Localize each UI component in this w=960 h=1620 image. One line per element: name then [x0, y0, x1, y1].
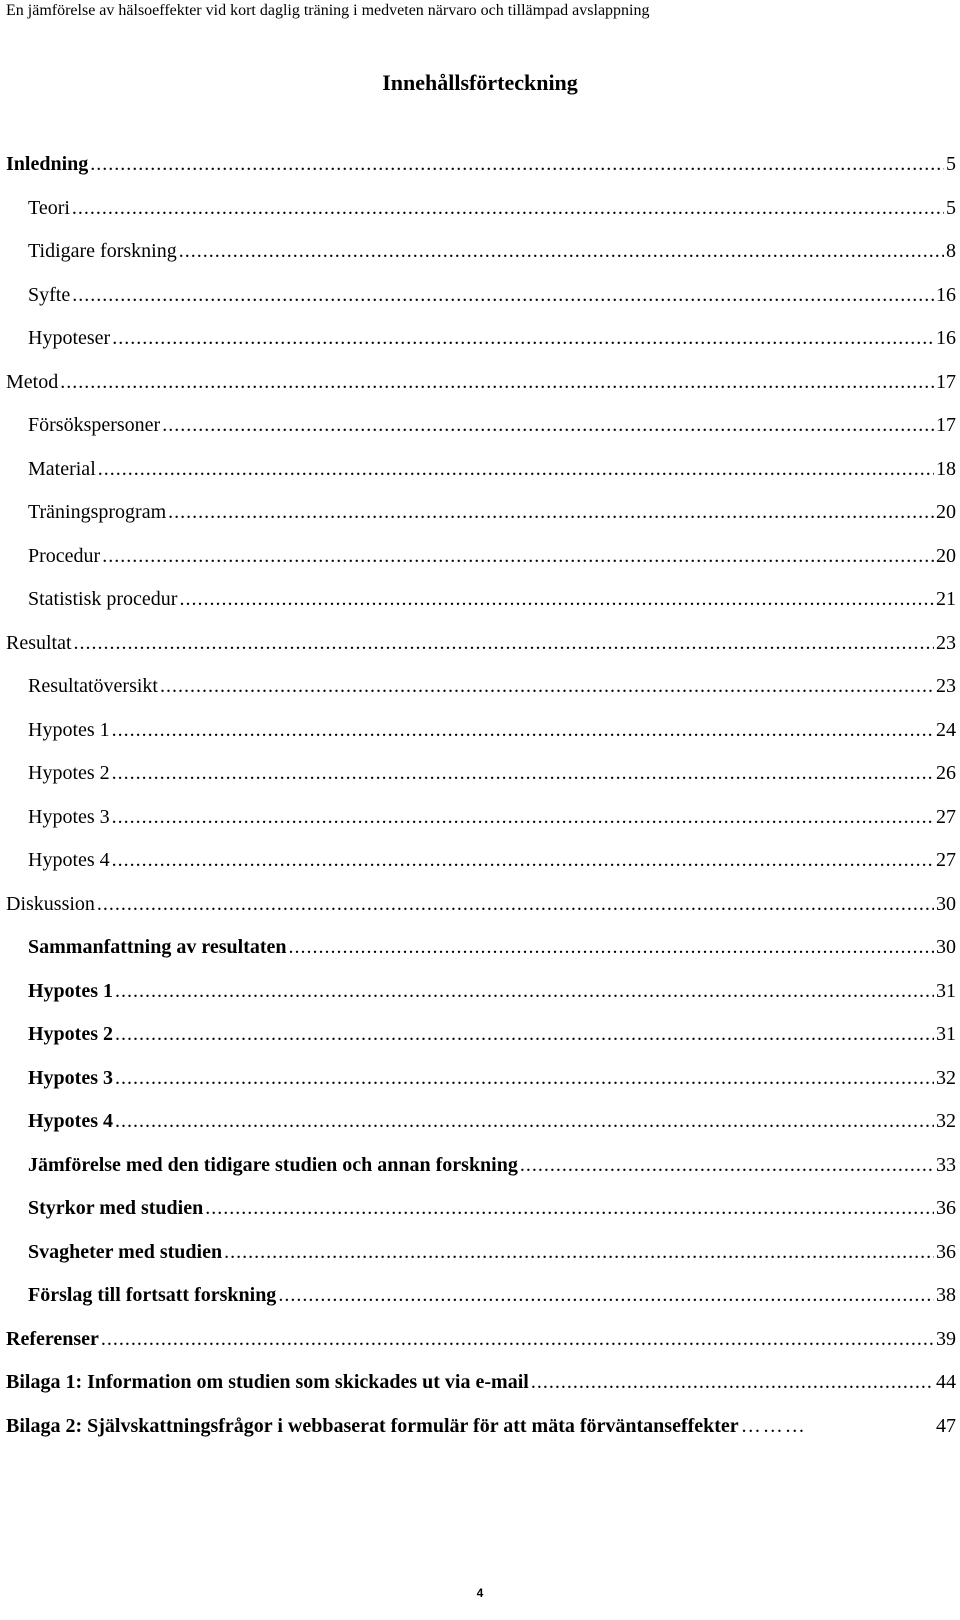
- toc-entry-page: 23: [936, 631, 956, 654]
- toc-entry-title: Styrkor med studien: [28, 1197, 204, 1219]
- toc-entry-page: 36: [936, 1240, 956, 1263]
- toc-dot-leader: [115, 1022, 934, 1046]
- toc-entry[interactable]: [6, 587, 956, 631]
- toc-entry-title: Bilaga 2: Självskattningsfrågor i webbaserat formulär för att mäta förväntanseffekter: [6, 1414, 739, 1437]
- toc-dot-leader: [115, 979, 934, 1003]
- toc-dot-leader: [162, 413, 934, 437]
- toc-dot-leader: [278, 1283, 934, 1307]
- toc-entry-title: Sammanfattning av resultaten: [28, 936, 287, 958]
- toc-entry[interactable]: [6, 544, 956, 588]
- toc-dot-leader: [179, 239, 944, 263]
- toc-dot-leader: [179, 587, 934, 611]
- page-number: 4: [476, 1586, 484, 1600]
- toc-entry-page: 30: [936, 936, 956, 958]
- toc-dot-leader: [741, 1414, 807, 1438]
- toc-dot-leader: [60, 370, 934, 394]
- toc-entry-title: Referenser: [6, 1327, 99, 1350]
- toc-entry-title: Tidigare forskning: [28, 240, 177, 262]
- toc-entry-page: 23: [936, 675, 956, 697]
- toc-entry[interactable]: [6, 1414, 956, 1458]
- toc-entry-page: 39: [936, 1327, 956, 1350]
- toc-entry[interactable]: [6, 892, 956, 936]
- toc-entry[interactable]: [6, 326, 956, 370]
- toc-entry-page: 21: [936, 588, 956, 610]
- toc-entry[interactable]: [6, 152, 956, 196]
- toc-entry-page: 27: [936, 805, 956, 828]
- toc-entry[interactable]: [6, 1283, 956, 1327]
- toc-entry-title: Teori: [28, 196, 70, 219]
- toc-entry-page: 26: [936, 762, 956, 784]
- toc-entry[interactable]: [6, 1022, 956, 1066]
- toc-entry[interactable]: [6, 805, 956, 849]
- toc-dot-leader: [112, 326, 934, 350]
- toc-entry-page: 5: [946, 153, 956, 175]
- running-header: En jämförelse av hälsoeffekter vid kort daglig träning i medveten närvaro och tillämpad avslappning: [6, 2, 650, 19]
- toc-entry-title: Material: [28, 457, 96, 480]
- toc-entry-title: Resultatöversikt: [28, 675, 158, 697]
- toc-entry-title: Procedur: [28, 544, 101, 567]
- toc-entry[interactable]: [6, 413, 956, 457]
- toc-entry-title: Inledning: [6, 153, 89, 175]
- toc-entry-page: 8: [946, 240, 956, 262]
- table-of-contents: [6, 152, 956, 1457]
- toc-entry-page: 32: [936, 1066, 956, 1089]
- toc-entry-page: 47: [936, 1414, 956, 1437]
- toc-entry-title: Hypotes 2: [28, 762, 110, 784]
- toc-entry-title: Försökspersoner: [28, 414, 161, 436]
- toc-entry-title: Hypotes 3: [28, 1066, 113, 1089]
- toc-entry[interactable]: [6, 500, 956, 544]
- toc-entry-page: 44: [936, 1371, 956, 1393]
- toc-entry-title: Förslag till fortsatt forskning: [28, 1284, 277, 1306]
- toc-dot-leader: [289, 935, 934, 959]
- toc-entry[interactable]: [6, 370, 956, 414]
- toc-dot-leader: [112, 718, 934, 742]
- toc-entry-title: Svagheter med studien: [28, 1240, 223, 1263]
- toc-entry-page: 38: [936, 1284, 956, 1306]
- toc-entry-title: Bilaga 1: Information om studien som skickades ut via e-mail: [6, 1371, 529, 1393]
- toc-dot-leader: [72, 196, 944, 220]
- toc-entry[interactable]: [6, 1370, 956, 1414]
- toc-entry-title: Syfte: [28, 283, 71, 306]
- toc-entry[interactable]: [6, 283, 956, 327]
- toc-entry-page: 31: [936, 979, 956, 1002]
- toc-entry-page: 36: [936, 1197, 956, 1219]
- toc-entry-page: 20: [936, 544, 956, 567]
- toc-dot-leader: [90, 152, 944, 176]
- toc-entry[interactable]: [6, 761, 956, 805]
- toc-entry-title: Hypotes 2: [28, 1023, 113, 1045]
- toc-dot-leader: [224, 1240, 934, 1264]
- toc-dot-leader: [112, 805, 934, 829]
- toc-entry[interactable]: [6, 1196, 956, 1240]
- toc-dot-leader: [205, 1196, 934, 1220]
- toc-dot-leader: [115, 1109, 934, 1133]
- toc-entry[interactable]: [6, 1153, 956, 1197]
- toc-entry[interactable]: [6, 979, 956, 1023]
- toc-dot-leader: [112, 848, 934, 872]
- toc-dot-leader: [160, 674, 934, 698]
- toc-entry-title: Hypotes 1: [28, 979, 113, 1002]
- toc-entry-page: 24: [936, 718, 956, 741]
- toc-entry-page: 33: [936, 1153, 956, 1176]
- toc-entry[interactable]: [6, 935, 956, 979]
- toc-dot-leader: [74, 631, 934, 655]
- toc-entry-title: Resultat: [6, 631, 72, 654]
- toc-entry[interactable]: [6, 631, 956, 675]
- toc-entry[interactable]: [6, 718, 956, 762]
- toc-dot-leader: [72, 283, 934, 307]
- toc-dot-leader: [102, 544, 934, 568]
- toc-entry-page: 16: [936, 283, 956, 306]
- toc-dot-leader: [101, 1327, 934, 1351]
- toc-entry-page: 17: [936, 414, 956, 436]
- toc-entry-title: Jämförelse med den tidigare studien och annan forskning: [28, 1153, 518, 1176]
- toc-entry-title: Hypotes 1: [28, 718, 110, 741]
- toc-entry-page: 16: [936, 327, 956, 349]
- toc-entry-page: 18: [936, 457, 956, 480]
- toc-entry-page: 27: [936, 849, 956, 871]
- toc-entry-title: Träningsprogram: [28, 501, 167, 523]
- toc-entry-title: Metod: [6, 370, 59, 393]
- toc-entry-page: 5: [946, 196, 956, 219]
- toc-entry[interactable]: [6, 1066, 956, 1110]
- toc-dot-leader: [112, 761, 934, 785]
- toc-entry-title: Statistisk procedur: [28, 588, 178, 610]
- toc-entry[interactable]: [6, 1327, 956, 1371]
- toc-entry-page: 32: [936, 1110, 956, 1132]
- toc-dot-leader: [531, 1370, 934, 1394]
- toc-entry[interactable]: [6, 674, 956, 718]
- toc-entry-page: 31: [936, 1023, 956, 1045]
- toc-entry-page: 20: [936, 501, 956, 523]
- toc-entry-title: Hypotes 4: [28, 1110, 113, 1132]
- toc-entry[interactable]: [6, 196, 956, 240]
- toc-entry-page: 17: [936, 370, 956, 393]
- toc-entry-page: 30: [936, 892, 956, 915]
- toc-entry-title: Diskussion: [6, 892, 95, 915]
- toc-entry[interactable]: [6, 239, 956, 283]
- toc-dot-leader: [98, 457, 934, 481]
- toc-dot-leader: [168, 500, 934, 524]
- toc-dot-leader: [115, 1066, 934, 1090]
- toc-dot-leader: [520, 1153, 934, 1177]
- toc-heading: Innehållsförteckning: [382, 70, 578, 95]
- toc-entry-title: Hypotes 4: [28, 849, 110, 871]
- toc-entry[interactable]: [6, 1109, 956, 1153]
- toc-entry[interactable]: [6, 457, 956, 501]
- toc-dot-leader: [97, 892, 934, 916]
- toc-entry[interactable]: [6, 848, 956, 892]
- toc-entry-title: Hypoteser: [28, 327, 111, 349]
- toc-entry-title: Hypotes 3: [28, 805, 110, 828]
- toc-entry[interactable]: [6, 1240, 956, 1284]
